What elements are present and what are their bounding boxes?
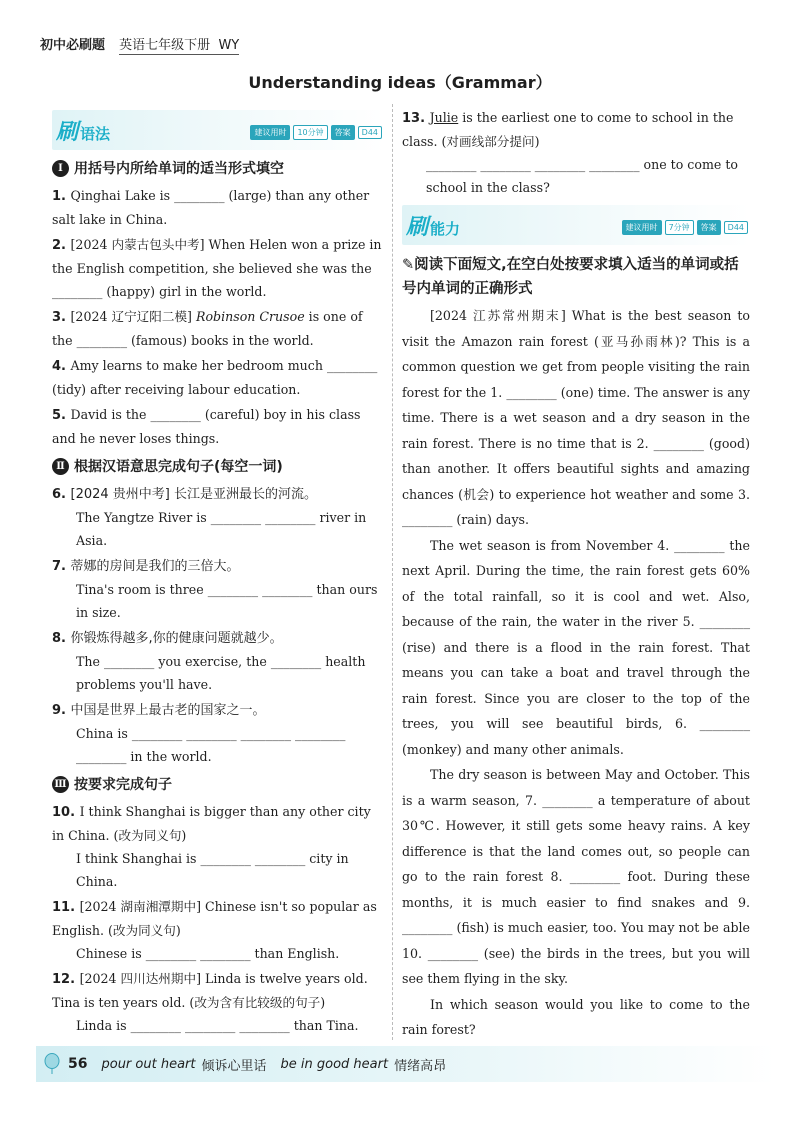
task-3-heading (52, 774, 384, 794)
q1-number: 1. (52, 189, 71, 204)
time-value-2: 7分钟 (665, 220, 694, 235)
answer-label-2: 答案 (697, 220, 721, 235)
q4-number: 4. (52, 359, 71, 374)
q10-number: 10. (52, 805, 80, 820)
q1-text: Qinghai Lake is ________ (large) than any other salt lake in China. (52, 188, 370, 227)
question-12 (52, 967, 384, 1037)
task-1-text: 用括号内所给单词的适当形式填空 (74, 161, 284, 177)
passage-paragraph-3: The dry season is between May and October. This is a warm season, 7. ________ a temperature of about 30℃. However, it still gets some heavy rains. A key difference is that the land comes out, so people can go to the rain forest 8. ________ foot. During these months, it is much easier to find snakes and 9. ________ (fish) is much easier, too. You may not be able 10. ________ (see) the birds in the trees, but you will see them flying in the sky. (402, 767, 750, 986)
question-13 (402, 106, 750, 199)
subject-text: 英语七年级下册 (119, 38, 211, 53)
passage (402, 303, 750, 1043)
q12-prompt: [2024 四川达州期中] Linda is twelve years old. Tina is ten years old. (改为含有比较级的句子) (52, 971, 368, 1010)
footer-phrase-1: pour out heart (101, 1056, 196, 1072)
question-3 (52, 305, 384, 352)
section-name-2: 能力 (430, 219, 461, 238)
q3-source: [2024 辽宁辽阳二模] (70, 309, 196, 324)
q7-chinese: 蒂娜的房间是我们的三倍大。 (70, 559, 240, 574)
q7-number: 7. (52, 559, 71, 574)
q2-text: [2024 内蒙古包头中考] When Helen won a prize in the English competition, she believed she was the ________ (happy) girl in the world. (52, 237, 382, 299)
question-2 (52, 233, 384, 303)
time-label: 建议用时 (250, 125, 290, 140)
q6-number: 6. (52, 487, 71, 502)
book-name: 初中必刷题 (40, 38, 106, 53)
q13-number: 13. (402, 111, 430, 126)
answer-page: D44 (358, 126, 382, 139)
passage-paragraph-2: The wet season is from November 4. ________ the next April. During the time, the rain forest gets 60% of the total rainfall, so it is cool and wet. Also, because of the rain, the water in the river 5. ________ (rise) and there is a flood in the rain forest. That means you can take a boat and travel through the rain forest. Since you are closer to the top of the trees, you will see beautiful birds, 6. ________ (monkey) and many other animals. (402, 537, 750, 757)
q5-number: 5. (52, 408, 71, 423)
reading-task-text: 阅读下面短文,在空白处按要求填入适当的单词或括号内单词的正确形式 (402, 257, 739, 297)
left-column (52, 104, 384, 1039)
balloon-icon (44, 1053, 60, 1075)
reading-icon: ✎ (402, 257, 415, 273)
time-value: 10分钟 (293, 125, 327, 140)
q3-text: is one of the ________ (famous) books in the world. (52, 309, 363, 348)
shua-logo-2: 刷 (406, 214, 429, 240)
q10-answer-line: I think Shanghai is ________ ________ city in China. (76, 851, 349, 889)
question-6 (52, 482, 384, 552)
q6-english: The Yangtze River is ________ ________ river in Asia. (76, 510, 367, 548)
roman-one-icon: Ⅰ (52, 160, 69, 177)
q13-answer-line: ________ ________ ________ ________ one to come to school in the class? (426, 157, 738, 195)
question-1 (52, 184, 384, 231)
question-9 (52, 698, 384, 768)
q4-text: Amy learns to make her bedroom much ________ (tidy) after receiving labour education. (52, 358, 378, 397)
q9-number: 9. (52, 703, 71, 718)
question-4 (52, 354, 384, 401)
q10-prompt: I think Shanghai is bigger than any other city in China. (改为同义句) (52, 804, 371, 843)
roman-three-icon: Ⅲ (52, 776, 69, 793)
q11-number: 11. (52, 900, 80, 915)
question-8 (52, 626, 384, 696)
q11-answer-line: Chinese is ________ ________ than English. (76, 946, 340, 961)
page-number: 56 (68, 1056, 88, 1072)
q9-english: China is ________ ________ ________ ________ ________ in the world. (76, 726, 346, 764)
subject-name (119, 38, 239, 55)
q6-chinese: [2024 贵州中考] 长江是亚洲最长的河流。 (70, 487, 318, 502)
q8-chinese: 你锻炼得越多,你的健康问题就越少。 (70, 631, 283, 646)
q12-answer-line: Linda is ________ ________ ________ than Tina. (76, 1018, 359, 1033)
shua-logo: 刷 (56, 119, 79, 145)
footer-meaning-2: 情绪高昂 (394, 1058, 447, 1074)
q2-number: 2. (52, 238, 71, 253)
q9-chinese: 中国是世界上最古老的国家之一。 (70, 703, 266, 718)
page-title: Understanding ideas（Grammar） (248, 73, 552, 92)
edition-text: WY (218, 38, 240, 53)
q3-number: 3. (52, 310, 71, 325)
task-3-text: 按要求完成句子 (74, 777, 172, 793)
q8-number: 8. (52, 631, 71, 646)
grammar-section-header (52, 110, 384, 150)
passage-paragraph-1: [2024 江苏常州期末] What is the best season to visit the Amazon rain forest (亚马孙雨林)? This is a common question we get from people visiting the rain forest for the 1. ________ (one) time. The answer is any time. There is a wet season and a dry season in the rain forest. There is no time that is 2. ________ (good) than another. It offers beautiful sights and amazing chances (机会) to experience hot weather and some 3. ________ (rain) days. (402, 308, 750, 527)
time-label-2: 建议用时 (622, 220, 662, 235)
ability-section-header (402, 205, 750, 245)
question-11 (52, 895, 384, 965)
q12-number: 12. (52, 972, 80, 987)
question-5 (52, 403, 384, 450)
q13-prompt: is the earliest one to come to school in the class. (对画线部分提问) (402, 110, 734, 149)
q3-book-title: Robinson Crusoe (195, 309, 305, 324)
task-2-text: 根据汉语意思完成句子(每空一词) (74, 459, 283, 475)
q13-underlined: Julie (429, 110, 459, 125)
right-column (402, 104, 750, 1043)
answer-page-2: D44 (724, 221, 748, 234)
page-footer (36, 1046, 776, 1082)
page-header (40, 34, 239, 53)
answer-label: 答案 (331, 125, 355, 140)
question-7 (52, 554, 384, 624)
passage-paragraph-4: In which season would you like to come to the rain forest? (402, 996, 750, 1037)
task-2-heading (52, 456, 384, 476)
reading-task (402, 253, 750, 301)
q8-english: The ________ you exercise, the ________ health problems you'll have. (76, 654, 366, 692)
footer-meaning-1: 倾诉心里话 (201, 1058, 267, 1074)
question-10 (52, 800, 384, 893)
section-name: 语法 (80, 124, 111, 143)
column-divider (392, 104, 393, 1040)
q11-prompt: [2024 湖南湘潭期中] Chinese isn't so popular as English. (改为同义句) (52, 899, 377, 938)
q5-text: David is the ________ (careful) boy in his class and he never loses things. (52, 407, 361, 446)
task-1-heading (52, 158, 384, 178)
q7-english: Tina's room is three ________ ________ than ours in size. (76, 582, 378, 620)
footer-phrase-2: be in good heart (280, 1056, 389, 1072)
roman-two-icon: Ⅱ (52, 458, 69, 475)
